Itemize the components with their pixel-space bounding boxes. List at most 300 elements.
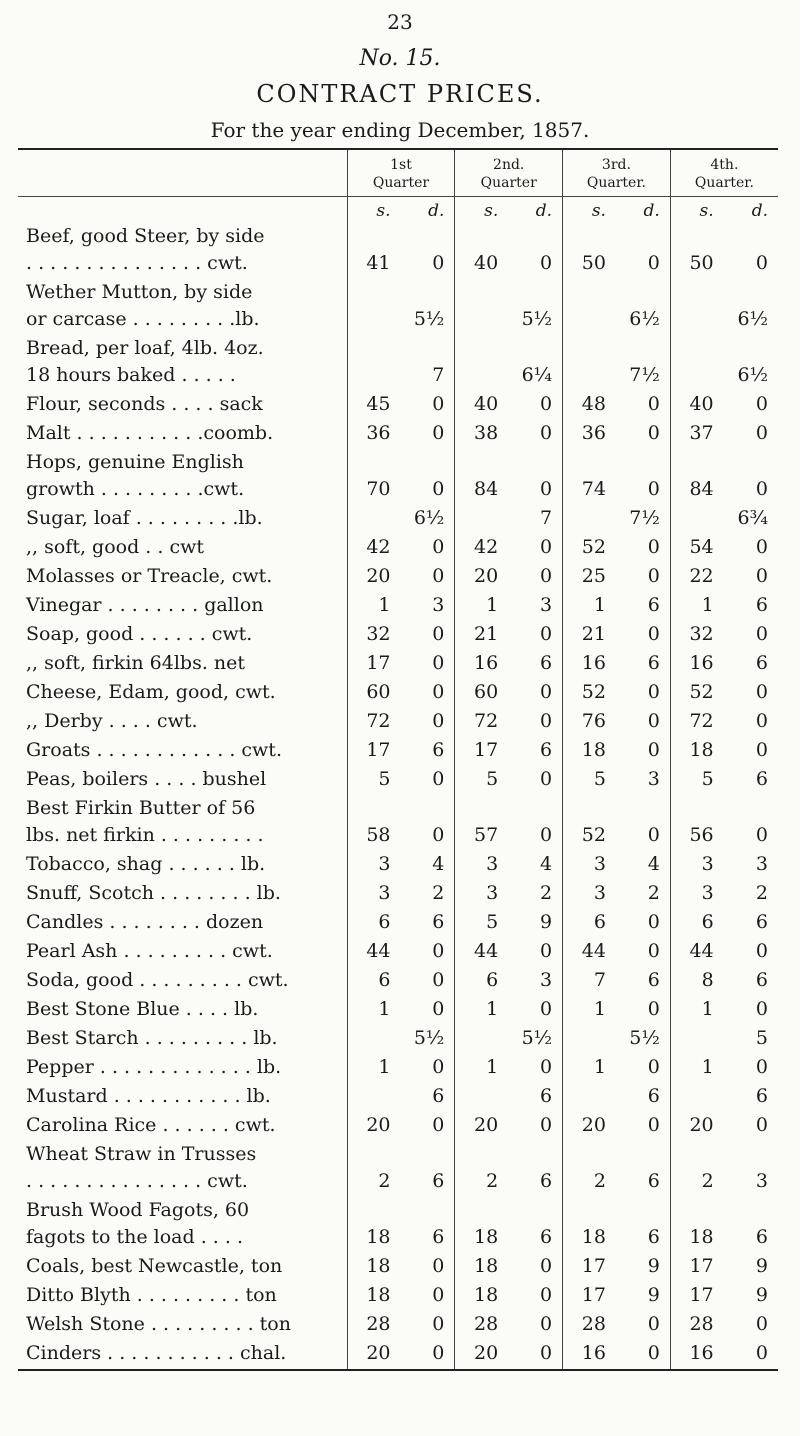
pence-value-q3: 0 <box>620 995 670 1024</box>
pence-value-q1: 0 <box>405 1111 455 1140</box>
item-name: Hops, genuine English growth . . . . . . . . .cwt. <box>18 448 347 504</box>
item-name: Candles . . . . . . . . dozen <box>18 908 347 937</box>
table-row <box>18 707 778 736</box>
pence-value-q4: 6 <box>755 652 768 674</box>
pence-value-q4: 6 <box>755 1226 768 1248</box>
pence-value-q3: 6½ <box>620 278 670 334</box>
shillings-value-q3: 52 <box>581 536 606 558</box>
shillings-value-q1: 20 <box>347 1339 404 1370</box>
pence-value-q2: 0 <box>512 794 562 850</box>
shillings-value-q4: 1 <box>701 594 714 616</box>
pence-value-q1: 0 <box>405 419 455 448</box>
shillings-value-q2: 84 <box>474 478 499 500</box>
pence-value-q2: 0 <box>512 1281 562 1310</box>
shillings-value-q4: 50 <box>689 252 714 274</box>
pence-value-q1: 5½ <box>405 1024 455 1053</box>
shillings-value-q2: 38 <box>474 422 499 444</box>
pence-value-q3: 7½ <box>620 504 670 533</box>
shillings-value-q2 <box>455 1082 512 1111</box>
shillings-value-q3: 50 <box>581 252 606 274</box>
shillings-value-q3 <box>563 504 620 533</box>
shillings-value-q3: 36 <box>581 422 606 444</box>
pence-value-q1: 6 <box>405 908 455 937</box>
shillings-value-q1: 2 <box>378 1170 391 1192</box>
shillings-value-q2: 5 <box>486 911 499 933</box>
shillings-value-q2: 5 <box>486 768 499 790</box>
shillings-value-q2: 16 <box>474 652 499 674</box>
pence-value-q1: 0 <box>405 222 455 278</box>
item-name: ,, soft, good . . cwt <box>18 533 347 562</box>
item-name: Welsh Stone . . . . . . . . . ton <box>18 1310 347 1339</box>
item-name: Molasses or Treacle, cwt. <box>18 562 347 591</box>
pence-value-q4: 6¾ <box>737 507 768 529</box>
table-row <box>18 1196 778 1252</box>
pence-value-q1: 0 <box>405 966 455 995</box>
item-name: Pepper . . . . . . . . . . . . . lb. <box>18 1053 347 1082</box>
pence-value-q3: 6 <box>620 1196 670 1252</box>
shillings-value-q2: 57 <box>474 824 499 846</box>
table-row <box>18 937 778 966</box>
shillings-value-q3 <box>563 1024 620 1053</box>
shillings-value-q2: 40 <box>474 252 499 274</box>
shillings-value-q3: 1 <box>593 594 606 616</box>
shillings-value-q4: 72 <box>689 710 714 732</box>
document-number: No. 15. <box>359 46 441 71</box>
item-name: Groats . . . . . . . . . . . . cwt. <box>18 736 347 765</box>
pence-value-q1: 0 <box>405 1281 455 1310</box>
pence-value-q3: 0 <box>620 419 670 448</box>
pence-value-q2: 0 <box>512 222 562 278</box>
shillings-value-q3 <box>563 278 620 334</box>
pence-value-q3: 6 <box>620 591 670 620</box>
table-body <box>18 197 778 1371</box>
table-row <box>18 504 778 533</box>
pence-value-q1: 6 <box>405 1082 455 1111</box>
pence-value-q1: 0 <box>405 794 455 850</box>
table-row <box>18 1310 778 1339</box>
shillings-value-q3: 6 <box>593 911 606 933</box>
item-name: Cheese, Edam, good, cwt. <box>18 678 347 707</box>
pence-value-q1: 0 <box>405 995 455 1024</box>
pence-value-q1: 0 <box>405 1310 455 1339</box>
unit-shillings: s. <box>376 201 391 221</box>
shillings-value-q4 <box>670 334 727 390</box>
shillings-value-q3: 21 <box>581 623 606 645</box>
shillings-value-q2: 1 <box>486 1056 499 1078</box>
quarter-2-label: 2nd. Quarter <box>480 157 537 191</box>
pence-value-q3: 5½ <box>620 1024 670 1053</box>
pence-value-q4: 6½ <box>737 308 768 330</box>
document-subtitle: For the year ending December, 1857. <box>210 118 590 142</box>
item-name: Flour, seconds . . . . sack <box>18 390 347 419</box>
pence-value-q3: 0 <box>620 222 670 278</box>
pence-value-q3: 0 <box>620 562 670 591</box>
item-name: Bread, per loaf, 4lb. 4oz. 18 hours baked . . . . . <box>18 334 347 390</box>
shillings-value-q4: 18 <box>689 739 714 761</box>
shillings-value-q2 <box>455 334 512 390</box>
pence-value-q4: 0 <box>755 1114 768 1136</box>
shillings-value-q4: 40 <box>689 393 714 415</box>
shillings-value-q4: 1 <box>701 998 714 1020</box>
shillings-value-q3 <box>563 334 620 390</box>
pence-value-q4: 9 <box>755 1255 768 1277</box>
item-name: Wheat Straw in Trusses . . . . . . . . . . . . . . . cwt. <box>18 1140 347 1196</box>
table-row <box>18 649 778 678</box>
pence-value-q3: 9 <box>620 1281 670 1310</box>
item-name: Soda, good . . . . . . . . . cwt. <box>18 966 347 995</box>
table-row <box>18 850 778 879</box>
pence-value-q3: 0 <box>620 390 670 419</box>
unit-shillings: s. <box>699 201 714 221</box>
table-row <box>18 222 778 278</box>
pence-value-q2: 7 <box>512 504 562 533</box>
pence-value-q2: 0 <box>512 1053 562 1082</box>
shillings-value-q1: 1 <box>378 998 391 1020</box>
pence-value-q2: 0 <box>512 1111 562 1140</box>
pence-value-q4: 0 <box>755 1056 768 1078</box>
page-number: 23 <box>387 10 413 34</box>
shillings-value-q3: 52 <box>581 824 606 846</box>
shillings-value-q4 <box>670 504 727 533</box>
pence-value-q4: 0 <box>755 998 768 1020</box>
shillings-value-q1 <box>347 1082 404 1111</box>
shillings-value-q4: 22 <box>689 565 714 587</box>
shillings-value-q3: 1 <box>593 1056 606 1078</box>
item-name: ,, Derby . . . . cwt. <box>18 707 347 736</box>
pence-value-q1: 6 <box>405 1196 455 1252</box>
pence-value-q3: 6 <box>620 966 670 995</box>
item-name: Best Stone Blue . . . . lb. <box>18 995 347 1024</box>
pence-value-q3: 6 <box>620 1082 670 1111</box>
table-row <box>18 1339 778 1370</box>
pence-value-q2: 4 <box>512 850 562 879</box>
pence-value-q2: 0 <box>512 448 562 504</box>
pence-value-q4: 6 <box>755 969 768 991</box>
shillings-value-q3: 2 <box>593 1170 606 1192</box>
quarter-1-label: 1st Quarter <box>372 157 430 191</box>
table-row <box>18 1252 778 1281</box>
shillings-value-q4 <box>670 1082 727 1111</box>
quarter-4-label: 4th. Quarter. <box>694 157 754 191</box>
table-row <box>18 736 778 765</box>
pence-value-q1: 4 <box>405 850 455 879</box>
shillings-value-q4: 6 <box>701 911 714 933</box>
shillings-value-q3: 5 <box>593 768 606 790</box>
shillings-value-q3: 28 <box>581 1313 606 1335</box>
pence-value-q1: 0 <box>405 533 455 562</box>
item-name: ,, soft, firkin 64lbs. net <box>18 649 347 678</box>
pence-value-q1: 0 <box>405 390 455 419</box>
item-name: Ditto Blyth . . . . . . . . . ton <box>18 1281 347 1310</box>
pence-value-q2: 0 <box>512 620 562 649</box>
shillings-value-q2: 18 <box>474 1255 499 1277</box>
shillings-value-q1: 70 <box>366 478 391 500</box>
shillings-value-q2: 21 <box>474 623 499 645</box>
table-row <box>18 995 778 1024</box>
pence-value-q2: 0 <box>512 533 562 562</box>
pence-value-q2: 3 <box>512 966 562 995</box>
table-row <box>18 334 778 390</box>
shillings-value-q4: 8 <box>701 969 714 991</box>
document-title: CONTRACT PRICES. <box>256 80 544 108</box>
pence-value-q3: 0 <box>620 736 670 765</box>
shillings-value-q4: 3 <box>701 882 714 904</box>
shillings-value-q4: 52 <box>689 681 714 703</box>
shillings-value-q1: 72 <box>366 710 391 732</box>
pence-value-q2: 0 <box>512 390 562 419</box>
pence-value-q4: 0 <box>755 536 768 558</box>
pence-value-q3: 0 <box>620 707 670 736</box>
shillings-value-q4 <box>670 1024 727 1053</box>
shillings-value-q3: 52 <box>581 681 606 703</box>
pence-value-q2: 0 <box>512 1339 562 1370</box>
pence-value-q1: 3 <box>405 591 455 620</box>
item-name: Tobacco, shag . . . . . . lb. <box>18 850 347 879</box>
item-name: Malt . . . . . . . . . . .coomb. <box>18 419 347 448</box>
item-name: Wether Mutton, by side or carcase . . . . . . . . .lb. <box>18 278 347 334</box>
pence-value-q4: 6 <box>755 594 768 616</box>
pence-value-q3: 7½ <box>620 334 670 390</box>
quarter-4-header <box>670 149 778 197</box>
shillings-value-q3: 18 <box>581 739 606 761</box>
item-name: Peas, boilers . . . . bushel <box>18 765 347 794</box>
table-row <box>18 1111 778 1140</box>
pence-value-q4: 0 <box>755 739 768 761</box>
table-row <box>18 794 778 850</box>
shillings-value-q2: 44 <box>474 940 499 962</box>
pence-value-q2: 6 <box>512 1082 562 1111</box>
shillings-value-q2: 20 <box>474 565 499 587</box>
pence-value-q4: 0 <box>755 940 768 962</box>
pence-value-q4: 5 <box>755 1027 768 1049</box>
pence-value-q1: 0 <box>405 1339 455 1370</box>
shillings-value-q1: 32 <box>366 623 391 645</box>
pence-value-q4: 0 <box>755 565 768 587</box>
pence-value-q4: 0 <box>755 422 768 444</box>
pence-value-q3: 0 <box>620 937 670 966</box>
shillings-value-q1: 6 <box>378 911 391 933</box>
pence-value-q1: 0 <box>405 765 455 794</box>
shillings-value-q4: 16 <box>689 652 714 674</box>
shillings-value-q2: 3 <box>486 853 499 875</box>
unit-shillings: s. <box>484 201 499 221</box>
unit-pence: d. <box>512 197 562 223</box>
pence-value-q2: 6¼ <box>512 334 562 390</box>
pence-value-q3: 4 <box>620 850 670 879</box>
item-name: Coals, best Newcastle, ton <box>18 1252 347 1281</box>
pence-value-q1: 0 <box>405 649 455 678</box>
item-name: Sugar, loaf . . . . . . . . .lb. <box>18 504 347 533</box>
item-name: Snuff, Scotch . . . . . . . . lb. <box>18 879 347 908</box>
contract-prices-table <box>18 148 778 1371</box>
pence-value-q4: 0 <box>755 393 768 415</box>
table-row <box>18 1053 778 1082</box>
pence-value-q1: 0 <box>405 620 455 649</box>
pence-value-q1: 0 <box>405 562 455 591</box>
shillings-value-q2: 1 <box>486 998 499 1020</box>
pence-value-q3: 9 <box>620 1252 670 1281</box>
item-name: Pearl Ash . . . . . . . . . cwt. <box>18 937 347 966</box>
shillings-value-q1: 42 <box>366 536 391 558</box>
shillings-value-q1: 18 <box>366 1255 391 1277</box>
pence-value-q4: 0 <box>755 623 768 645</box>
shillings-value-q3: 7 <box>593 969 606 991</box>
shillings-value-q2 <box>455 1024 512 1053</box>
pence-value-q4: 2 <box>755 882 768 904</box>
pence-value-q3: 0 <box>620 908 670 937</box>
pence-value-q4: 0 <box>728 1339 778 1370</box>
pence-value-q2: 0 <box>512 937 562 966</box>
unit-pence: d. <box>620 197 670 223</box>
item-name: Best Starch . . . . . . . . . lb. <box>18 1024 347 1053</box>
shillings-value-q1: 41 <box>366 252 391 274</box>
shillings-value-q2 <box>455 278 512 334</box>
shillings-value-q2: 6 <box>486 969 499 991</box>
shillings-value-q2 <box>455 504 512 533</box>
pence-value-q1: 0 <box>405 937 455 966</box>
item-name: Brush Wood Fagots, 60 fagots to the load . . . . <box>18 1196 347 1252</box>
unit-shillings: s. <box>591 201 606 221</box>
table-row <box>18 1140 778 1196</box>
pence-value-q1: 0 <box>405 448 455 504</box>
pence-value-q2: 0 <box>512 1252 562 1281</box>
table-row <box>18 278 778 334</box>
shillings-value-q2: 72 <box>474 710 499 732</box>
shillings-value-q3: 3 <box>593 882 606 904</box>
quarter-1-header <box>347 149 455 197</box>
pence-value-q3: 3 <box>620 765 670 794</box>
shillings-value-q1: 44 <box>366 940 391 962</box>
shillings-value-q2: 40 <box>474 393 499 415</box>
pence-value-q1: 7 <box>405 334 455 390</box>
pence-value-q2: 0 <box>512 1310 562 1339</box>
shillings-value-q4: 17 <box>689 1284 714 1306</box>
table-row <box>18 591 778 620</box>
shillings-value-q1: 1 <box>378 594 391 616</box>
pence-value-q2: 2 <box>512 879 562 908</box>
pence-value-q3: 0 <box>620 678 670 707</box>
shillings-value-q3 <box>563 1082 620 1111</box>
pence-value-q2: 0 <box>512 995 562 1024</box>
table-row <box>18 448 778 504</box>
pence-value-q2: 0 <box>512 678 562 707</box>
pence-value-q1: 6½ <box>405 504 455 533</box>
shillings-value-q4: 37 <box>689 422 714 444</box>
pence-value-q2: 0 <box>512 419 562 448</box>
table-row <box>18 533 778 562</box>
shillings-value-q2: 2 <box>486 1170 499 1192</box>
item-name: Soap, good . . . . . . cwt. <box>18 620 347 649</box>
item-name: Best Firkin Butter of 56 lbs. net firkin . . . . . . . . . <box>18 794 347 850</box>
shillings-value-q2: 60 <box>474 681 499 703</box>
pence-value-q2: 0 <box>512 707 562 736</box>
table-row <box>18 620 778 649</box>
shillings-value-q4: 28 <box>689 1313 714 1335</box>
shillings-value-q1: 3 <box>378 882 391 904</box>
shillings-value-q2: 3 <box>486 882 499 904</box>
pence-value-q1: 0 <box>405 678 455 707</box>
unit-pence: d. <box>405 197 455 223</box>
shillings-value-q4: 2 <box>701 1170 714 1192</box>
table-row <box>18 879 778 908</box>
pence-value-q3: 0 <box>620 1053 670 1082</box>
shillings-value-q4: 16 <box>670 1339 727 1370</box>
pence-value-q3: 0 <box>620 1310 670 1339</box>
pence-value-q3: 6 <box>620 1140 670 1196</box>
shillings-value-q1: 36 <box>366 422 391 444</box>
table-row <box>18 966 778 995</box>
table-row <box>18 678 778 707</box>
shillings-value-q4: 84 <box>689 478 714 500</box>
pence-value-q2: 6 <box>512 1140 562 1196</box>
units-row-item-cell <box>18 197 347 223</box>
contract-prices-table-wrapper <box>18 148 778 1371</box>
shillings-value-q4: 56 <box>689 824 714 846</box>
pence-value-q4: 6 <box>755 768 768 790</box>
pence-value-q1: 6 <box>405 736 455 765</box>
pence-value-q2: 0 <box>512 765 562 794</box>
pence-value-q4: 6½ <box>737 364 768 386</box>
pence-value-q4: 3 <box>755 1170 768 1192</box>
pence-value-q1: 0 <box>405 1252 455 1281</box>
shillings-value-q1 <box>347 504 404 533</box>
pence-value-q3: 0 <box>620 620 670 649</box>
pence-value-q4: 0 <box>755 710 768 732</box>
shillings-value-q2: 17 <box>474 739 499 761</box>
shillings-value-q2: 20 <box>474 1114 499 1136</box>
pence-value-q3: 6 <box>620 649 670 678</box>
shillings-value-q1: 17 <box>366 739 391 761</box>
shillings-value-q3: 74 <box>581 478 606 500</box>
pence-value-q2: 6 <box>512 736 562 765</box>
shillings-value-q1: 5 <box>378 768 391 790</box>
shillings-value-q4: 18 <box>689 1226 714 1248</box>
shillings-value-q4: 32 <box>689 623 714 645</box>
table-row <box>18 1281 778 1310</box>
pence-value-q4: 3 <box>755 853 768 875</box>
pence-value-q1: 0 <box>405 1053 455 1082</box>
item-name: Beef, good Steer, by side . . . . . . . . . . . . . . . cwt. <box>18 222 347 278</box>
table-row <box>18 908 778 937</box>
pence-value-q3: 0 <box>620 1111 670 1140</box>
table-row <box>18 1024 778 1053</box>
units-row <box>18 197 778 223</box>
shillings-value-q3: 76 <box>581 710 606 732</box>
shillings-value-q3: 17 <box>581 1284 606 1306</box>
shillings-value-q1: 1 <box>378 1056 391 1078</box>
pence-value-q3: 2 <box>620 879 670 908</box>
shillings-value-q1: 28 <box>366 1313 391 1335</box>
item-name: Carolina Rice . . . . . . cwt. <box>18 1111 347 1140</box>
pence-value-q3: 0 <box>620 794 670 850</box>
pence-value-q2: 0 <box>512 562 562 591</box>
pence-value-q1: 6 <box>405 1140 455 1196</box>
pence-value-q2: 5½ <box>512 1024 562 1053</box>
shillings-value-q3: 17 <box>581 1255 606 1277</box>
pence-value-q4: 6 <box>755 911 768 933</box>
table-row <box>18 390 778 419</box>
pence-value-q2: 3 <box>512 591 562 620</box>
shillings-value-q1 <box>347 278 404 334</box>
pence-value-q4: 9 <box>755 1284 768 1306</box>
shillings-value-q3: 44 <box>581 940 606 962</box>
shillings-value-q3: 48 <box>581 393 606 415</box>
table-row <box>18 562 778 591</box>
shillings-value-q4: 44 <box>689 940 714 962</box>
unit-pence: d. <box>751 201 768 221</box>
shillings-value-q1 <box>347 1024 404 1053</box>
quarter-2-header <box>455 149 563 197</box>
